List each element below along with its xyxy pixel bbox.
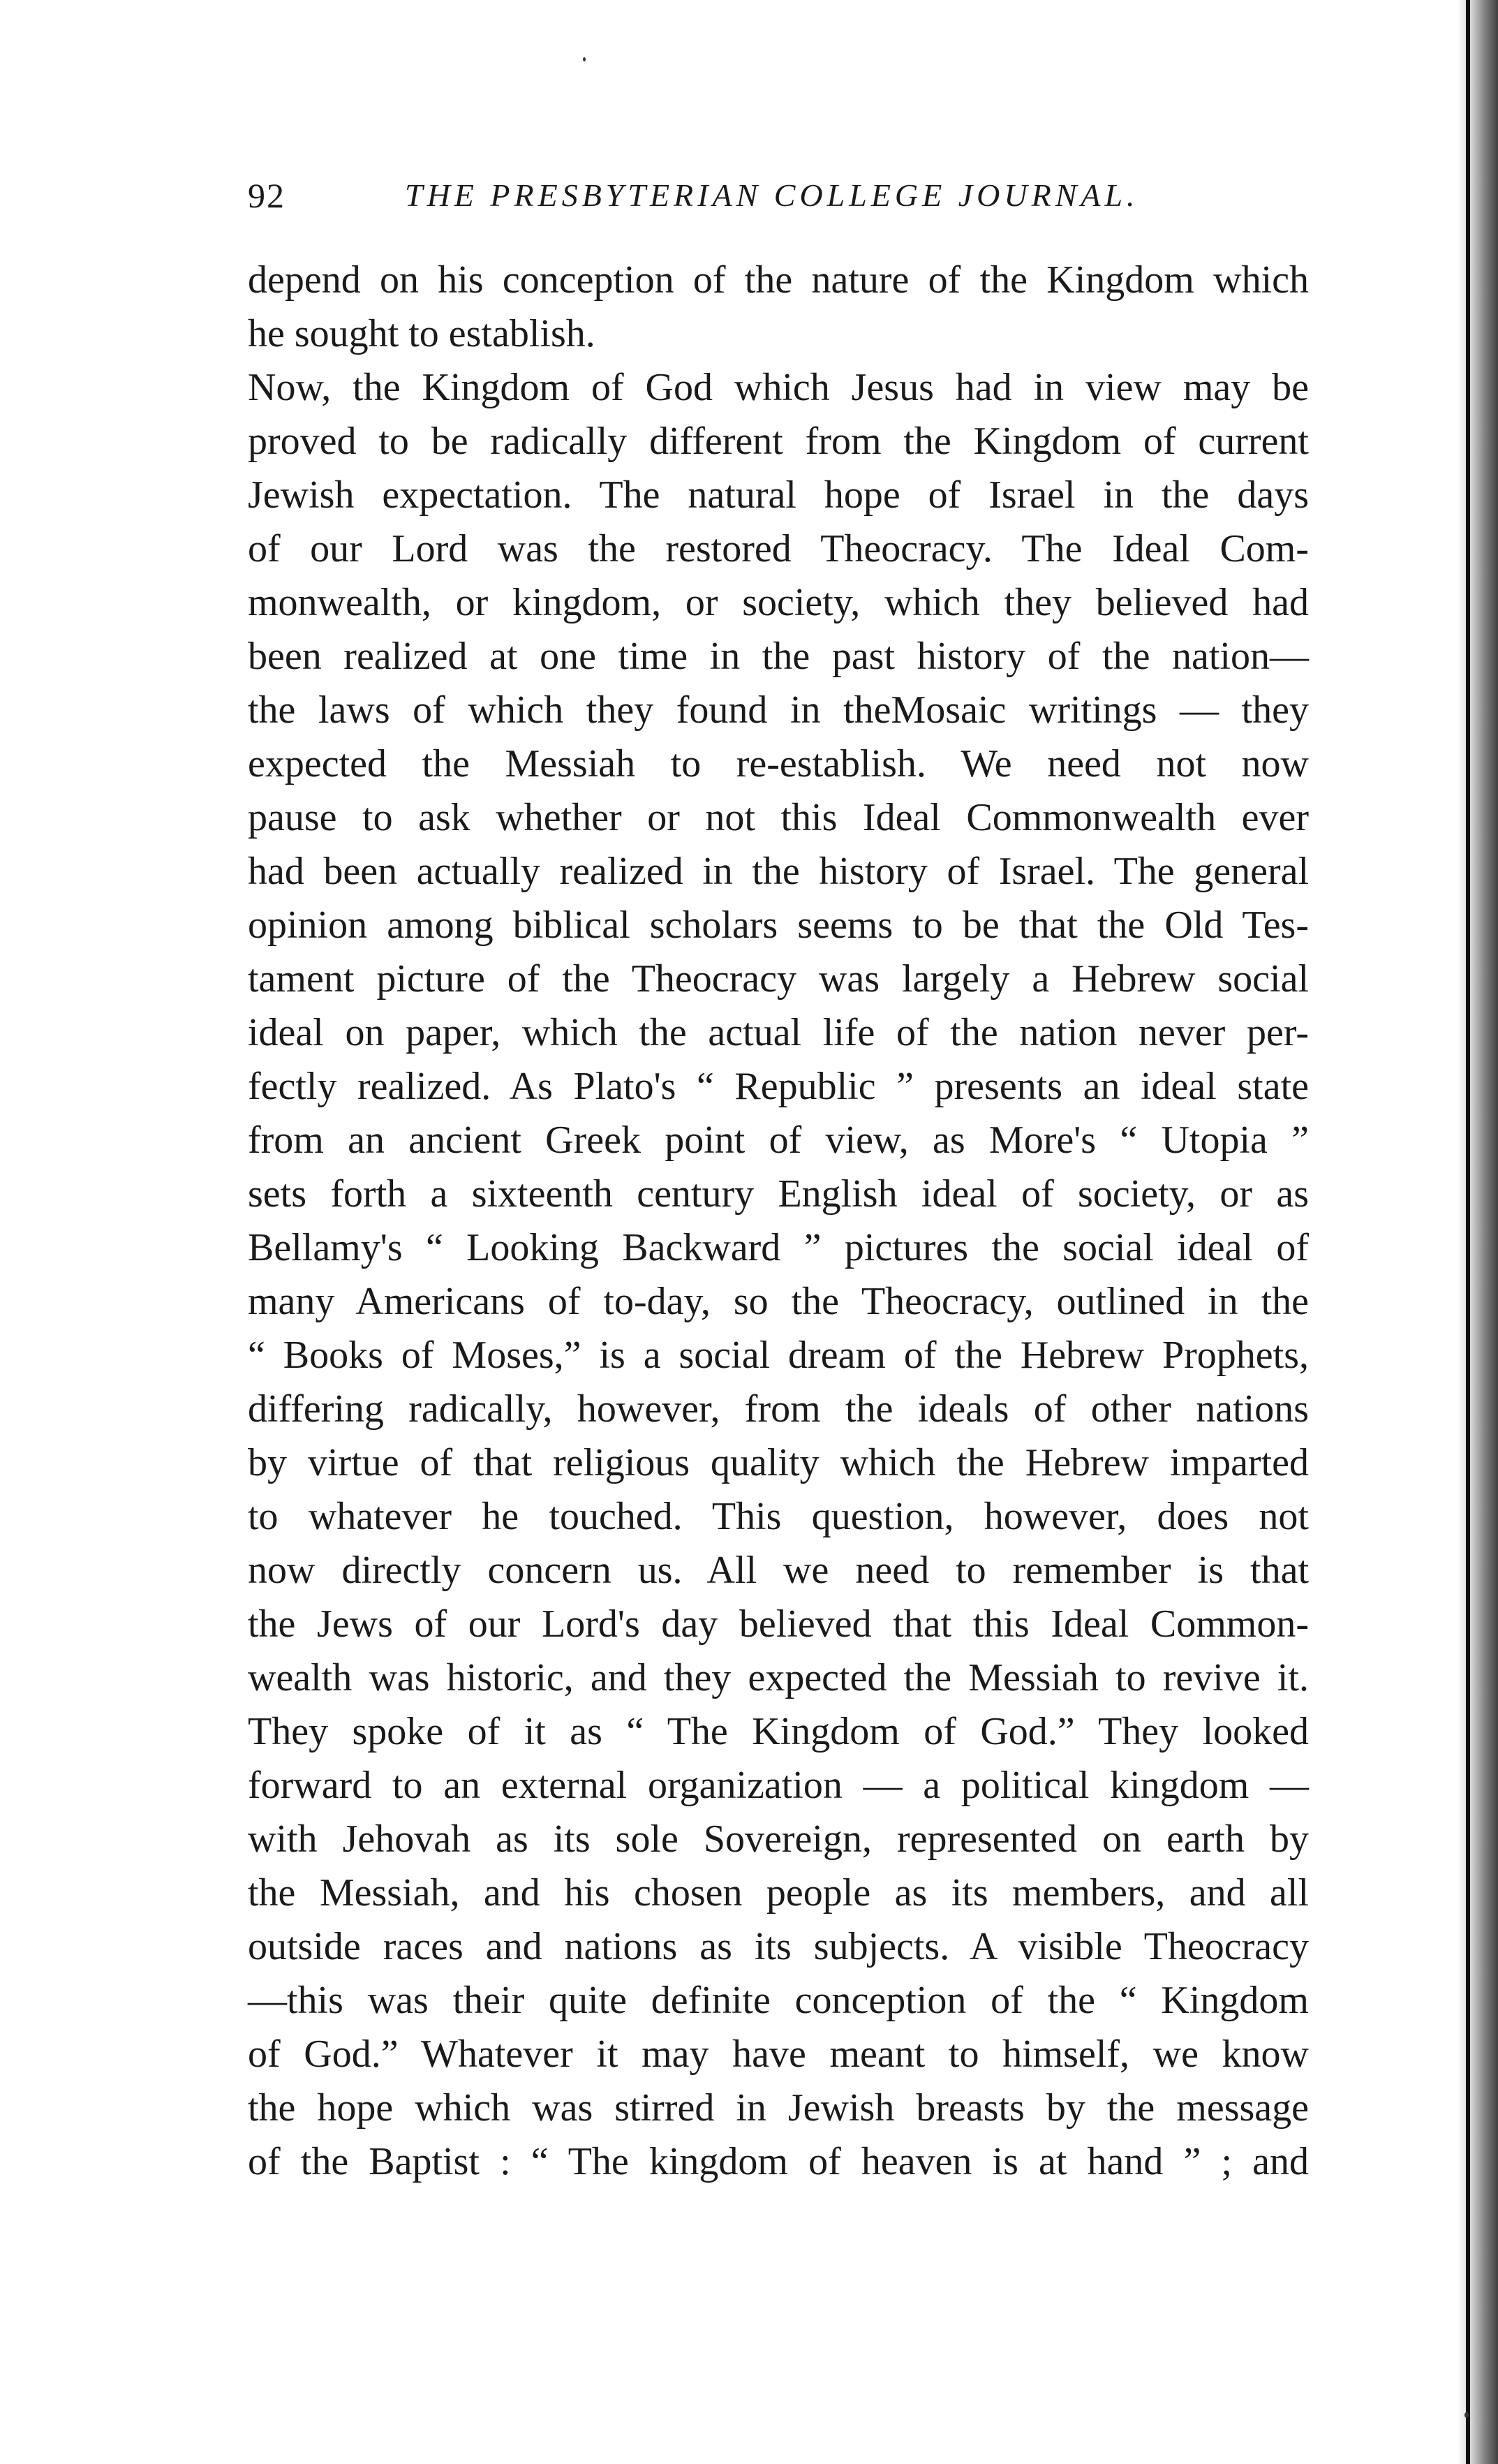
page-header	[248, 171, 1330, 220]
scan-speck	[583, 57, 586, 61]
text-line: outside races and nations as its subjects. A visible Theocracy	[248, 1925, 1309, 1968]
text-line: by virtue of that religious quality which the Hebrew imparted	[248, 1441, 1309, 1484]
text-line: Jewish expectation. The natural hope of Israel in the days	[248, 473, 1309, 517]
text-line: monwealth, or kingdom, or society, which they believed had	[248, 581, 1309, 624]
text-line: from an ancient Greek point of view, as More's “ Utopia ”	[248, 1119, 1309, 1162]
text-line: opinion among biblical scholars seems to be that the Old Tes-	[248, 903, 1309, 947]
binding-shadow-line	[1466, 0, 1470, 2464]
text-line: expected the Messiah to re-establish. We need not now	[248, 742, 1309, 785]
text-line: Bellamy's “ Looking Backward ” pictures the social ideal of	[248, 1226, 1309, 1269]
text-line: tament picture of the Theocracy was largely a Hebrew social	[248, 957, 1309, 1001]
text-line: with Jehovah as its sole Sovereign, represented on earth by	[248, 1817, 1309, 1861]
body-text	[248, 253, 1309, 2189]
text-line: pause to ask whether or not this Ideal Commonwealth ever	[248, 796, 1309, 839]
scan-speck	[1464, 2412, 1469, 2418]
text-line: “ Books of Moses,” is a social dream of the Hebrew Prophets,	[248, 1334, 1309, 1377]
text-line: the Messiah, and his chosen people as its members, and all	[248, 1871, 1309, 1915]
text-line: ideal on paper, which the actual life of the nation never per-	[248, 1011, 1309, 1054]
text-line: depend on his conception of the nature of the Kingdom which	[248, 258, 1309, 302]
text-line: wealth was historic, and they expected the Messiah to revive it.	[248, 1656, 1309, 1699]
text-line: differing radically, however, from the ideals of other nations	[248, 1387, 1309, 1431]
text-line: now directly concern us. All we need to remember is that	[248, 1549, 1309, 1592]
text-line: the laws of which they found in theMosaic writings — they	[248, 688, 1309, 732]
text-line: forward to an external organization — a political kingdom —	[248, 1764, 1309, 1807]
page-number: 92	[248, 176, 285, 215]
text-line: to whatever he touched. This question, however, does not	[248, 1495, 1309, 1538]
text-line: of God.” Whatever it may have meant to himself, we know	[248, 2033, 1309, 2076]
text-line: proved to be radically different from the Kingdom of current	[248, 420, 1309, 463]
text-line: the hope which was stirred in Jewish breasts by the message	[248, 2086, 1309, 2130]
text-line: sets forth a sixteenth century English ideal of society, or as	[248, 1172, 1309, 1216]
text-line: had been actually realized in the history of Israel. The general	[248, 850, 1309, 893]
text-line: Now, the Kingdom of God which Jesus had in view may be	[248, 366, 1309, 409]
text-line: the Jews of our Lord's day believed that this Ideal Common-	[248, 1602, 1309, 1646]
book-binding-edge	[1458, 0, 1498, 2464]
text-line: been realized at one time in the past history of the nation—	[248, 635, 1309, 678]
text-line: many Americans of to-day, so the Theocracy, outlined in the	[248, 1280, 1309, 1323]
running-title: THE PRESBYTERIAN COLLEGE JOURNAL.	[405, 177, 1139, 213]
text-line: They spoke of it as “ The Kingdom of God.” They looked	[248, 1710, 1309, 1753]
text-line: of our Lord was the restored Theocracy. The Ideal Com-	[248, 527, 1309, 570]
text-line: —this was their quite definite conception of the “ Kingdom	[248, 1979, 1309, 2022]
text-line: he sought to establish.	[248, 312, 595, 355]
text-line: of the Baptist : “ The kingdom of heaven is at hand ” ; and	[248, 2140, 1309, 2183]
text-line: fectly realized. As Plato's “ Republic ” presents an ideal state	[248, 1065, 1309, 1108]
